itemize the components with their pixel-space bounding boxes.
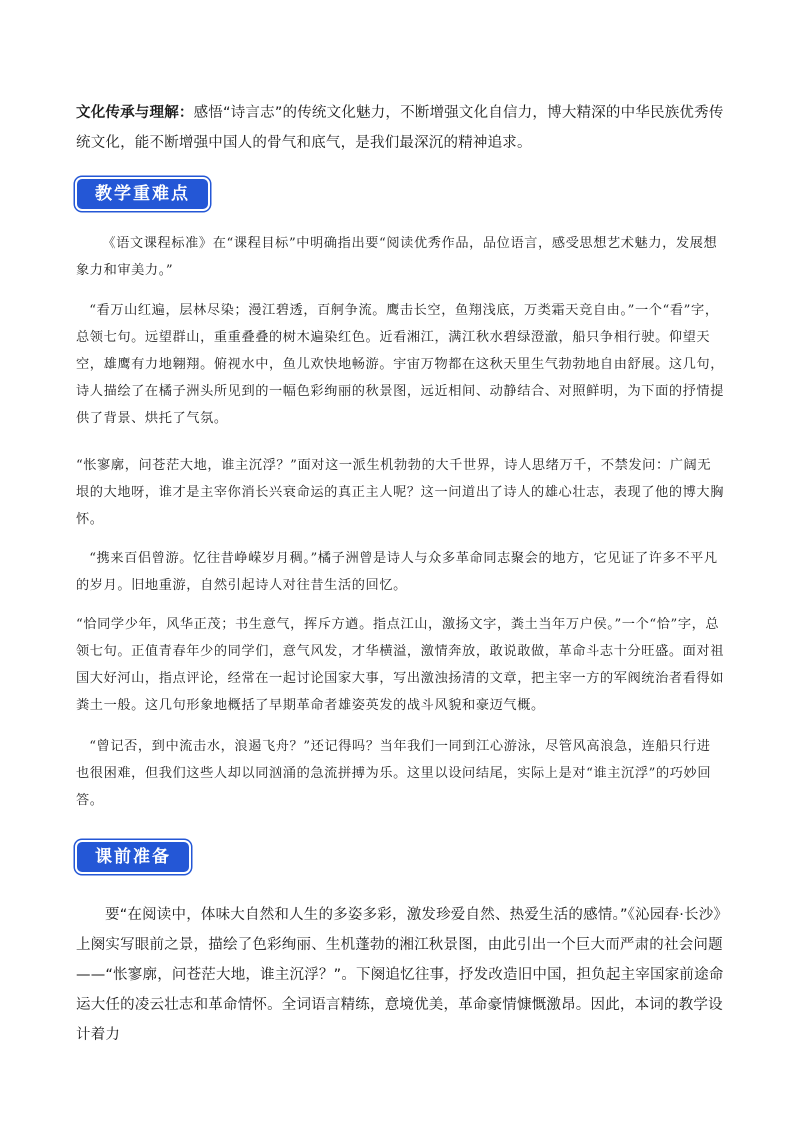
key-points-paragraph-2: “看万山红遍，层林尽染；漫江碧透，百舸争流。鹰击长空，鱼翔浅底，万类霜天竞自由。”一个“看”字，总领七句。远望群山，重重叠叠的树木遍染红色。近看湘江，满江秋水碧绿澄澈，船只争相行驶。仰望天空，雄鹰有力地翱翔。俯视水中，鱼儿欢快地畅游。宇宙万物都在这秋天里生气勃勃地自由舒展。这几句，诗人描绘了在橘子洲头所见到的一幅色彩绚丽的秋景图，远近相间、动静结合、对照鲜明，为下面的抒情提供了背景、烘托了气氛。 [76, 303, 725, 426]
intro-lead: 文化传承与理解： [76, 105, 194, 121]
intro-text: 感悟“诗言志”的传统文化魅力，不断增强文化自信力，博大精深的中华民族优秀传统文化，能不断增强中国人的骨气和底气，是我们最深沉的精神追求。 [76, 105, 724, 151]
key-points-paragraph-3: “怅寥廓，问苍茫大地，谁主沉浮？”面对这一派生机勃勃的大千世界，诗人思绪万千，不禁发问：广阔无垠的大地呀，谁才是主宰你消长兴衰命运的真正主人呢？这一问道出了诗人的雄心壮志，表现了他的博大胸怀。 [76, 458, 725, 527]
preparation-paragraph: 要“在阅读中，体味大自然和人生的多姿多彩，激发珍爱自然、热爱生活的感情。”《沁园春·长沙》上阕实写眼前之景，描绘了色彩绚丽、生机蓬勃的湘江秋景图，由此引出一个巨大而严肃的社会问题——“怅寥廓，问苍茫大地，谁主沉浮？”。下阕追忆往事，抒发改造旧中国，担负起主宰国家前途命运大任的凌云壮志和革命情怀。全词语言精练，意境优美，革命豪情慷慨激昂。因此，本词的教学设计着力 [76, 907, 724, 1043]
key-points-paragraph-5: “恰同学少年，风华正茂；书生意气，挥斥方遒。指点江山，激扬文字，粪土当年万户侯。”一个“恰”字，总领七句。正值青春年少的同学们，意气风发，才华横溢，激情奔放，敢说敢做，革命斗志十分旺盛。面对祖国大好河山，指点评论，经常在一起讨论国家大事，写出激浊扬清的文章，把主宰一方的军阀统治者看得如粪土一般。这几句形象地概括了早期革命者雄姿英发的战斗风貌和豪迈气概。 [76, 617, 725, 713]
intro-paragraph [76, 98, 724, 158]
key-points-paragraph-6: “曾记否，到中流击水，浪遏飞舟？”还记得吗？当年我们一同到江心游泳，尽管风高浪急，连船只行进也很困难，但我们这些人却以同汹涌的急流拼搏为乐。这里以设问结尾，实际上是对“谁主沉浮”的巧妙回答。 [76, 739, 712, 808]
key-points-paragraph-1: 《语文课程标准》在“课程目标”中明确指出要“阅读优秀作品，品位语言，感受思想艺术魅力，发展想象力和审美力。” [76, 236, 718, 278]
section-heading-key-points: 教学重难点 [77, 179, 208, 209]
section-heading-preparation: 课前准备 [77, 842, 189, 872]
key-points-paragraph-4: “携来百侣曾游。忆往昔峥嵘岁月稠。”橘子洲曾是诗人与众多革命同志聚会的地方，它见证了许多不平凡的岁月。旧地重游，自然引起诗人对往昔生活的回忆。 [76, 551, 718, 593]
